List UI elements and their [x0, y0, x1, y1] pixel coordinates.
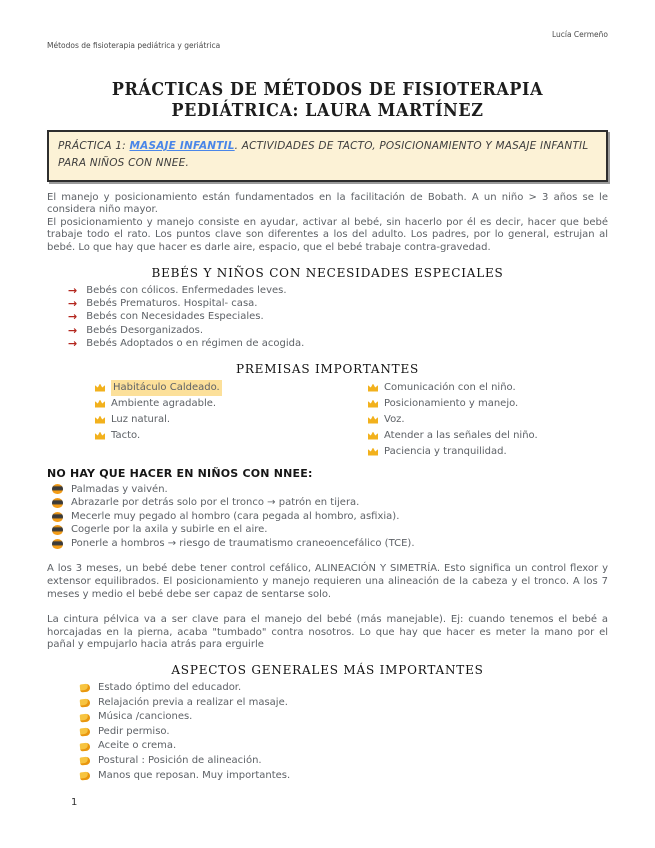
- open-hands-icon: [80, 742, 91, 751]
- premises-left-column: [95, 380, 368, 460]
- warning-icon: [52, 484, 63, 494]
- list-item: [68, 297, 608, 310]
- list-item-label: Música /canciones.: [98, 711, 193, 723]
- list-item-label: Bebés Adoptados o en régimen de acogida.: [86, 338, 305, 350]
- arrow-bullet-icon: →: [68, 323, 78, 337]
- list-item: [80, 739, 608, 754]
- masaje-infantil-link[interactable]: MASAJE INFANTIL: [129, 140, 235, 152]
- list-item: [368, 380, 608, 396]
- open-hands-icon: [80, 771, 91, 780]
- crown-icon: [368, 416, 378, 424]
- list-item: [52, 510, 608, 524]
- warning-icon: [52, 512, 63, 522]
- practice-prefix: PRÁCTICA 1:: [58, 140, 130, 152]
- list-item: [95, 396, 368, 412]
- list-item: [52, 523, 608, 537]
- open-hands-icon: [80, 698, 91, 707]
- premises-right-column: [368, 380, 608, 460]
- course-name: Métodos de fisioterapia pediátrica y geriátrica: [47, 41, 221, 50]
- arrow-bullet-icon: →: [68, 310, 78, 324]
- list-item: [80, 696, 608, 711]
- list-item-label: Relajación previa a realizar el masaje.: [98, 696, 288, 708]
- section-heading-donts: NO HAY QUE HACER EN NIÑOS CON NNEE:: [47, 466, 313, 480]
- warning-icon: [52, 498, 63, 508]
- special-needs-list: [68, 284, 608, 351]
- crown-icon: [95, 416, 105, 424]
- list-item: [68, 337, 608, 350]
- list-item: [68, 284, 608, 297]
- list-item: [68, 310, 608, 323]
- intro-paragraph-1: El manejo y posicionamiento están fundamentados en la facilitación de Bobath. A un niño > 3 años se le considera niño mayor.: [47, 191, 608, 216]
- list-item-label: Palmadas y vaivén.: [71, 483, 168, 495]
- crown-icon: [368, 400, 378, 408]
- list-item: [368, 428, 608, 444]
- list-item-label: Luz natural.: [111, 413, 171, 425]
- arrow-bullet-icon: →: [68, 296, 78, 310]
- section-heading-premises: PREMISAS IMPORTANTES: [235, 361, 420, 376]
- general-aspects-list: [80, 681, 608, 783]
- arrow-bullet-icon: →: [68, 283, 78, 297]
- list-item: [368, 444, 608, 460]
- list-item-label: Tacto.: [111, 429, 141, 441]
- page-title: PRÁCTICAS DE MÉTODOS DE FISIOTERAPIA PEDIÁTRICA: LAURA MARTÍNEZ: [111, 78, 544, 121]
- open-hands-icon: [80, 713, 91, 722]
- list-item: [80, 681, 608, 696]
- list-item: [80, 769, 608, 784]
- list-item: [80, 754, 608, 769]
- list-item-label: Cogerle por la axila y subirle en el aire.: [71, 524, 268, 536]
- list-item-label: Mecerle muy pegado al hombro (cara pegada al hombro, asfixia).: [71, 510, 400, 522]
- list-item: [95, 380, 368, 396]
- list-item-label: Posicionamiento y manejo.: [384, 397, 519, 409]
- crown-icon: [368, 432, 378, 440]
- list-item-label: Paciencia y tranquilidad.: [384, 445, 507, 457]
- list-item: [80, 725, 608, 740]
- list-item: [68, 324, 608, 337]
- arrow-bullet-icon: →: [68, 337, 78, 351]
- list-item: [368, 412, 608, 428]
- author-name: Lucía Cermeño: [551, 30, 608, 39]
- list-item-label: Aceite o crema.: [98, 740, 177, 752]
- list-item: [52, 483, 608, 497]
- list-item-label: Manos que reposan. Muy importantes.: [98, 769, 291, 781]
- crown-icon: [95, 432, 105, 440]
- section-heading-general-aspects: ASPECTOS GENERALES MÁS IMPORTANTES: [171, 663, 484, 678]
- warning-icon: [52, 539, 63, 549]
- list-item-label: Bebés Prematuros. Hospital- casa.: [86, 297, 258, 309]
- body-paragraph-3: A los 3 meses, un bebé debe tener control cefálico, ALINEACIÓN Y SIMETRÍA. Esto significa un control flexor y extensor equilibrados. El posicionamiento y manejo requieren una alineación de la cabeza y el tronco. A los 7 meses y medio el bebé debe ser capaz de sentarse solo.: [47, 563, 608, 600]
- list-item: [368, 396, 608, 412]
- practice-callout-box: [47, 130, 608, 182]
- premises-columns: [47, 380, 608, 460]
- open-hands-icon: [80, 728, 91, 737]
- crown-icon: [368, 384, 378, 392]
- list-item-label: Bebés Desorganizados.: [86, 324, 204, 336]
- donts-list: [52, 483, 608, 551]
- list-item-label: Abrazarle por detrás solo por el tronco → patrón en tijera.: [71, 497, 360, 509]
- list-item-label: Ambiente agradable.: [111, 397, 217, 409]
- crown-icon: [95, 400, 105, 408]
- list-item-label: Estado óptimo del educador.: [98, 682, 242, 694]
- list-item-label: Postural : Posición de alineación.: [98, 755, 262, 767]
- section-heading-special-needs: BEBÉS Y NIÑOS CON NECESIDADES ESPECIALES: [151, 265, 504, 280]
- list-item: [95, 412, 368, 428]
- page-number: 1: [71, 797, 78, 808]
- list-item-label: Atender a las señales del niño.: [384, 429, 538, 441]
- body-paragraph-4: La cintura pélvica va a ser clave para el manejo del bebé (más manejable). Ej: cuando tenemos el bebé a horcajadas en la pierna, acaba "tumbado" contra nosotros. Lo que hay que hacer es meter la mano por el pañal y empujarlo hacia atrás para erguirle: [47, 614, 608, 651]
- intro-paragraph-2: El posicionamiento y manejo consiste en ayudar, activar al bebé, sin hacerlo por él es decir, hacer que bebé trabaje todo el rato. Los puntos clave son diferentes a los del adulto. Los padres, por lo general, estrujan al bebé. Lo que hay que hacer es darle aire, espacio, que el bebé trabaje contra-gravedad.: [47, 216, 608, 253]
- list-item-label: Pedir permiso.: [98, 725, 170, 737]
- list-item: [80, 710, 608, 725]
- crown-icon: [368, 448, 378, 456]
- list-item-label: Ponerle a hombros → riesgo de traumatismo craneoencefálico (TCE).: [71, 537, 415, 549]
- list-item: [52, 496, 608, 510]
- list-item-label: Bebés con cólicos. Enfermedades leves.: [86, 284, 287, 296]
- highlighted-text: Habitáculo Caldeado.: [111, 380, 222, 396]
- list-item-label: Bebés con Necesidades Especiales.: [86, 311, 264, 323]
- open-hands-icon: [80, 757, 91, 766]
- list-item: [95, 428, 368, 444]
- list-item: [52, 537, 608, 551]
- open-hands-icon: [80, 684, 91, 693]
- page-header: [47, 0, 608, 52]
- list-item-label: Voz.: [384, 413, 405, 425]
- warning-icon: [52, 525, 63, 535]
- crown-icon: [95, 384, 105, 392]
- list-item-label: Comunicación con el niño.: [384, 381, 516, 393]
- practice-suffix: . ACTIVIDADES DE TACTO, POSICIONAMIENTO Y MASAJE INFANTIL PARA NIÑOS CON NNEE.: [58, 140, 589, 169]
